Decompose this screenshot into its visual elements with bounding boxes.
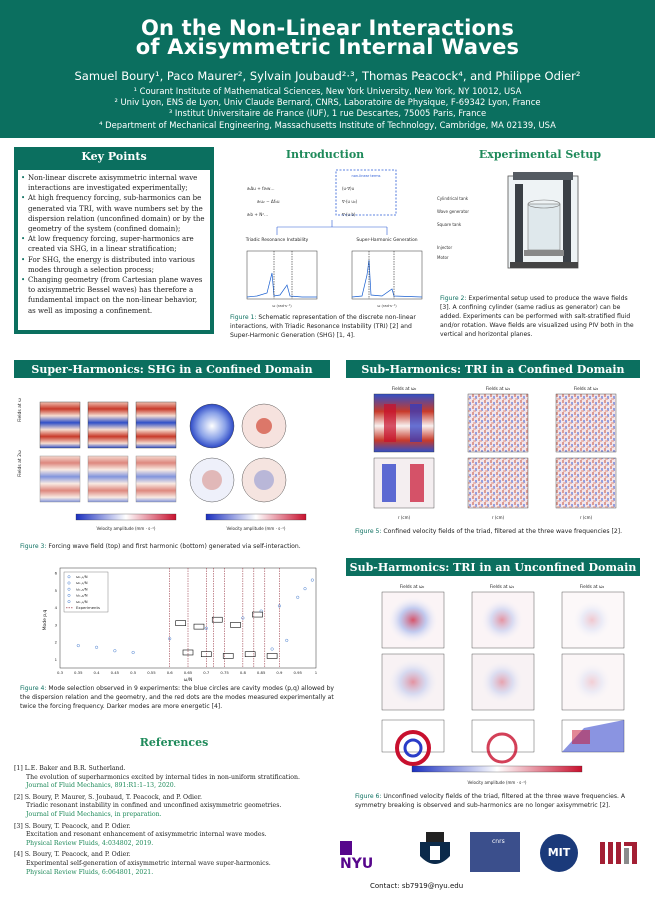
key-point: • Changing geometry (from Cartesian plane waves to axisymmetric Bessel waves) has therefore a fundamental impact on the non-linear behavior, as well as imposing a confinement.: [21, 275, 207, 316]
svg-text:∂ₜb + N²…: ∂ₜb + N²…: [247, 212, 269, 217]
svg-text:r (cm): r (cm): [579, 515, 593, 520]
setup-label: Motor: [437, 255, 449, 260]
references-list: [14, 765, 334, 880]
legend-label: ω₁,₄/N: [76, 592, 88, 598]
svg-text:r (cm): r (cm): [397, 515, 411, 520]
figure4-mode-chart: [40, 560, 330, 682]
colorbar-label: Velocity amplitude (mm · s⁻¹): [467, 780, 527, 785]
x-tick-label: 0.85: [256, 670, 266, 675]
authors: Samuel Boury¹, Paco Maurer², Sylvain Joubaud²·³, Thomas Peacock⁴, and Philippe Odier²: [74, 69, 581, 83]
legend-label: ω₁,₁/N: [76, 574, 88, 579]
x-tick-label: 0.6: [166, 670, 173, 675]
tri-unconfined-title: Sub-Harmonics: TRI in an Unconfined Domain: [346, 558, 640, 576]
poster-header: [0, 0, 655, 138]
affiliations: [0, 86, 655, 131]
key-points-list: [21, 173, 207, 316]
key-points-panel: [14, 147, 214, 334]
x-tick-label: 0.5: [130, 670, 137, 675]
svg-text:ω (rad·s⁻¹): ω (rad·s⁻¹): [377, 304, 397, 308]
affiliation: ² Univ Lyon, ENS de Lyon, Univ Claude Bernard, CNRS, Laboratoire de Physique, F-69342 Lyon, France: [114, 97, 541, 108]
figure6-fields: [352, 580, 642, 788]
figure4-caption: Figure 4: Mode selection observed in 9 experiments: the blue circles are cavity modes (p,q) allowed by the dispersion relation and the geometry, and the red dots are the modes measured experimentally at twice the forcing frequency. Darker modes are more energetic [4].: [20, 685, 335, 710]
ens-lyon-logo: cnrs: [470, 832, 530, 872]
x-tick-label: 0.7: [203, 670, 210, 675]
legend-label: ω₁,₃/N: [76, 586, 88, 592]
column-title: Fields at ω₁: [489, 585, 515, 590]
setup-label: Wave generator: [437, 209, 470, 214]
colorbar-label: Velocity amplitude (mm · s⁻¹): [226, 526, 286, 531]
legend-label: Experiments: [76, 605, 100, 610]
row-label: Fields at 2ω: [18, 450, 23, 477]
introduction-title: Introduction: [285, 148, 365, 161]
x-tick-label: 0.4: [93, 670, 100, 675]
nyu-logo: NYU: [340, 840, 384, 860]
affiliation: ⁴ Department of Mechanical Engineering, Massachusetts Institute of Technology, Cambridge, MA 02139, USA: [99, 119, 556, 130]
reference-item: [3] S. Boury, T. Peacock, and P. Odier. Excitation and resonant enhancement of axisymmetric internal wave modes. Physical Review Fluids, 4:034802, 2019.: [14, 822, 267, 847]
figure3-fields: [16, 382, 334, 540]
figure5-fields: [352, 382, 642, 524]
column-title: Fields at ω₀: [399, 585, 425, 590]
x-tick-label: 0.65: [183, 670, 193, 675]
tri-confined-title: Sub-Harmonics: TRI in a Confined Domain: [346, 360, 640, 378]
svg-text:∇·(u b): ∇·(u b): [342, 212, 356, 217]
affiliation: ³ Institut Universitaire de France (IUF), 1 rue Descartes, 75005 Paris, France: [168, 108, 487, 119]
svg-text:∇·(u u₀): ∇·(u u₀): [342, 199, 358, 204]
column-title: Fields at ω₀: [391, 387, 417, 392]
key-point: • Non-linear discrete axisymmetric internal wave interactions are investigated experimentally;: [21, 173, 207, 193]
legend-label: ω₁,₅/N: [76, 598, 88, 604]
x-axis-label: ω/N: [183, 678, 193, 682]
svg-text:non-linear terms: non-linear terms: [351, 174, 381, 178]
y-tick-label: 3: [54, 622, 57, 628]
logo-bar: [340, 830, 650, 876]
references-title: References: [139, 736, 209, 749]
contact-email: Contact: sb7919@nyu.edu: [370, 882, 464, 890]
mit-logo: [600, 842, 640, 864]
y-tick-label: 2: [54, 639, 57, 645]
reference-item: [4] S. Boury, T. Peacock, and P. Odier. Experimental self-generation of axisymmetric internal wave super-harmonics. Physical Review Fluids, 6:064801, 2021.: [14, 851, 271, 876]
setup-label: Injector: [437, 245, 453, 250]
key-points-title: Key Points: [81, 150, 147, 163]
x-tick-label: 0.35: [74, 670, 83, 675]
figure6-caption: Figure 6: Unconfined velocity fields of the triad, filtered at the three wave frequencies. A symmetry breaking is observed and sub-harmonics are no longer axisymmetric [2].: [355, 793, 626, 809]
y-tick-label: 1: [54, 656, 57, 662]
affiliation: ¹ Courant Institute of Mathematical Sciences, New York University, New York, NY 10012, USA: [133, 86, 522, 96]
introduction-schematic: [232, 165, 432, 313]
x-tick-label: 0.75: [220, 670, 229, 675]
setup-label: Square tank: [437, 222, 462, 227]
reference-item: [1] L.E. Baker and B.R. Sutherland. The evolution of superharmonics excited by internal tides in non-uniform stratification. Journal of Fluid Mechanics, 891:R1:1–13, 2020.: [14, 765, 300, 790]
x-tick-label: 1: [314, 670, 318, 675]
svg-text:∂ₜΔu + f∂ₜw…: ∂ₜΔu + f∂ₜw…: [247, 186, 275, 191]
plot-right-title: Super-Harmonic Generation: [356, 238, 418, 243]
svg-text:r (cm): r (cm): [491, 515, 505, 520]
figure3-caption: Figure 3: Forcing wave field (top) and first harmonic (bottom) generated via self-interaction.: [20, 543, 301, 550]
y-axis-label: Mode p,q: [43, 609, 48, 631]
setup-label: Cylindrical tank: [437, 196, 469, 201]
setup-diagram: [480, 166, 590, 278]
x-tick-label: 0.95: [293, 670, 302, 675]
legend-label: ω₁,₂/N: [76, 580, 88, 586]
row-label: Fields at ω: [18, 398, 23, 422]
x-tick-label: 0.55: [147, 670, 156, 675]
y-tick-label: 5: [54, 587, 57, 593]
key-point: • For SHG, the energy is distributed into various modes through a selection process;: [21, 255, 207, 275]
x-tick-label: 0.8: [239, 670, 246, 675]
reference-item: [2] S. Boury, P. Maurer, S. Joubaud, T. Peacock, and P. Odier. Triadic resonant instability in confined and unconfined axisymmetric geometries. Journal of Fluid Mechanics, in preparation.: [14, 793, 282, 818]
column-title: Fields at ω₁: [485, 387, 511, 392]
x-tick-label: 0.9: [276, 670, 283, 675]
shg-confined-title: Super-Harmonics: SHG in a Confined Domain: [14, 360, 330, 378]
svg-text:∂ₜu₂ − Δf₀u: ∂ₜu₂ − Δf₀u: [257, 199, 280, 204]
y-tick-label: 4: [54, 605, 57, 611]
figure5-caption: Figure 5: Confined velocity fields of the triad, filtered at the three wave frequencies [2].: [355, 528, 623, 535]
y-tick-label: 6: [54, 570, 57, 576]
figure2-caption: Figure 2: Experimental setup used to produce the wave fields [3]. A confining cylinder (same radius as generator) can be added. Experiments can be performed with salt-stratified fluid and/or rotation. Wave fields are visualized using PIV both in the vertical and horizontal planes.: [440, 295, 634, 338]
key-point: • At high frequency forcing, sub-harmonics can be generated via TRI, with wave numbers set by the dispersion relation (unconfined domain) or by the geometry of the system (confined domain);: [21, 193, 207, 234]
plot-left-title: Triadic Resonance Instability: [245, 238, 309, 243]
experimental-setup-title: Experimental Setup: [478, 148, 602, 161]
column-title: Fields at ω₂: [579, 585, 605, 590]
x-tick-label: 0.3: [56, 670, 64, 675]
mit-meche-seal-icon: [418, 830, 452, 872]
x-tick-label: 0.45: [110, 670, 120, 675]
svg-text:(u·∇)u: (u·∇)u: [342, 186, 355, 191]
figure1-caption: Figure 1: Schematic representation of the discrete non-linear interactions, with Triadic Resonance Instability (TRI) [2] and Super-Harmonic Generation (SHG) [1, 4].: [230, 314, 416, 339]
poster-title: On the Non-Linear Interactions of Axisymmetric Internal Waves: [135, 16, 520, 59]
column-title: Fields at ω₂: [573, 387, 599, 392]
svg-text:ω (rad·s⁻¹): ω (rad·s⁻¹): [272, 304, 292, 308]
cnrs-logo: MIT: [540, 834, 578, 872]
colorbar-label: Velocity amplitude (mm · s⁻¹): [96, 526, 156, 531]
key-point: • At low frequency forcing, super-harmonics are created via SHG, in a linear stratification;: [21, 234, 207, 254]
